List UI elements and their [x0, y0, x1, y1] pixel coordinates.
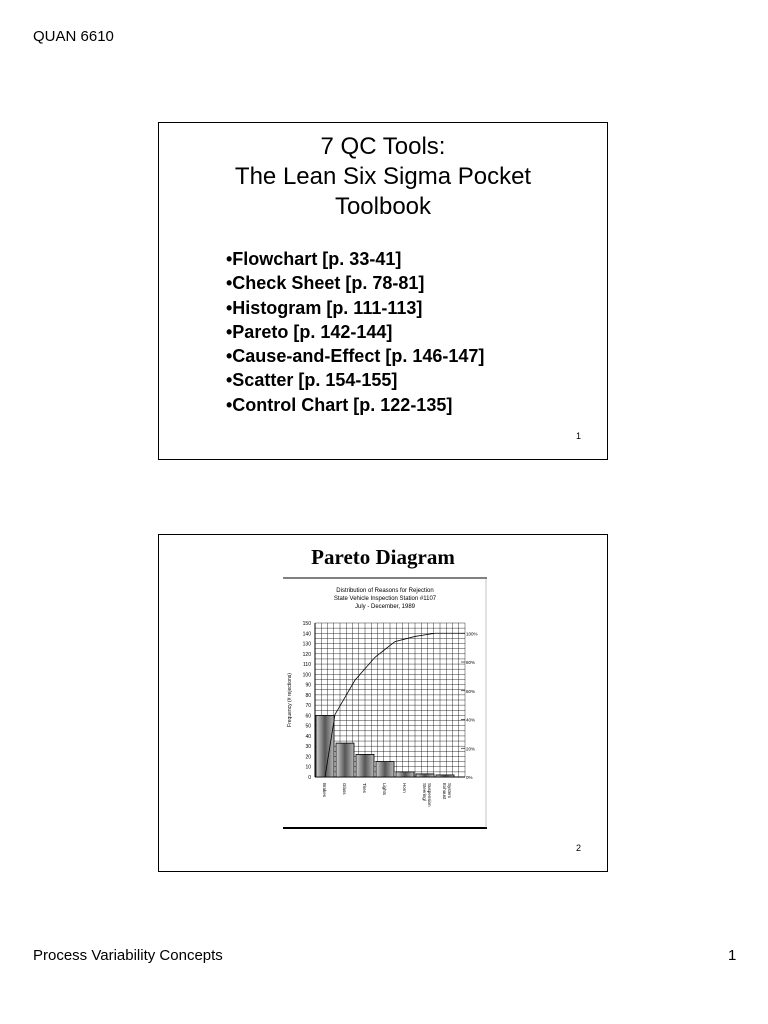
y-tick-label: 70	[305, 703, 311, 710]
y-tick-label: 90	[305, 682, 311, 689]
y-tick-label: 10	[305, 764, 311, 771]
bar	[336, 743, 354, 777]
slide-2	[158, 534, 608, 872]
list-item: •Cause-and-Effect [p. 146-147]	[226, 346, 485, 367]
y-tick-label: 80	[305, 692, 311, 699]
list-item: •Pareto [p. 142-144]	[226, 321, 393, 342]
category-label: Horn	[402, 783, 407, 793]
right-tick-label: 60%	[466, 688, 476, 694]
slide-1	[158, 122, 608, 460]
bar	[436, 775, 454, 777]
list-item: •Scatter [p. 154-155]	[226, 370, 398, 391]
y-tick-label: 60	[305, 713, 311, 720]
list-item: •Histogram [p. 111-113]	[226, 297, 423, 318]
chart-title-line: July - December, 1989	[354, 604, 416, 610]
y-tick-label: 20	[305, 754, 311, 761]
bar	[316, 715, 334, 777]
y-tick-label: 40	[305, 733, 311, 740]
y-tick-label: 0	[308, 775, 311, 781]
slide-1-title	[159, 132, 607, 222]
y-tick-label: 120	[302, 651, 311, 658]
list-item: •Control Chart [p. 122-135]	[226, 394, 453, 415]
title-line: The Lean Six Sigma Pocket	[234, 163, 532, 190]
right-tick-label: 100%	[466, 631, 478, 637]
right-tick-label: 40%	[466, 717, 476, 723]
bar	[416, 774, 434, 777]
right-tick-label: 0%	[466, 775, 473, 780]
slide-number: 1	[575, 431, 581, 441]
category-label: System	[447, 783, 452, 799]
category-label: Tires	[362, 783, 367, 793]
y-tick-label: 50	[305, 723, 311, 730]
title-line: 7 QC Tools:	[320, 133, 446, 160]
category-label: Brakes	[322, 783, 327, 798]
chart-title-line: Distribution of Reasons for Rejection	[336, 588, 434, 594]
y-tick-label: 140	[302, 631, 311, 638]
y-tick-label: 130	[302, 641, 311, 648]
bar	[356, 754, 374, 777]
page-number: 1	[728, 947, 737, 964]
right-tick-label: 80%	[466, 660, 476, 666]
category-label: Lights	[382, 783, 387, 796]
list-item: •Check Sheet [p. 78-81]	[226, 273, 425, 294]
category-label: Exhaust	[442, 783, 447, 800]
slide-number: 2	[575, 843, 581, 853]
title-line: Toolbook	[334, 193, 432, 220]
chart-title-line: State Vehicle Inspection Station #1107	[333, 596, 437, 602]
y-axis-label: Frequency (# rejections)	[287, 673, 293, 727]
pareto-chart	[283, 577, 487, 829]
page-footer-title: Process Variability Concepts	[33, 947, 223, 964]
category-label: Steering/	[422, 783, 427, 802]
category-label: Suspension	[427, 783, 432, 807]
list-item: •Flowchart [p. 33-41]	[226, 249, 402, 269]
slide-2-title: Pareto Diagram	[311, 545, 455, 569]
y-tick-label: 100	[302, 672, 311, 679]
y-tick-label: 30	[305, 744, 311, 751]
right-tick-label: 20%	[466, 746, 476, 752]
y-tick-label: 150	[302, 621, 311, 627]
tool-list	[226, 247, 484, 417]
category-label: Glass	[342, 783, 347, 795]
bar	[376, 762, 394, 777]
y-tick-label: 110	[303, 662, 311, 669]
page-header: QUAN 6610	[33, 28, 114, 45]
bar	[396, 772, 414, 777]
